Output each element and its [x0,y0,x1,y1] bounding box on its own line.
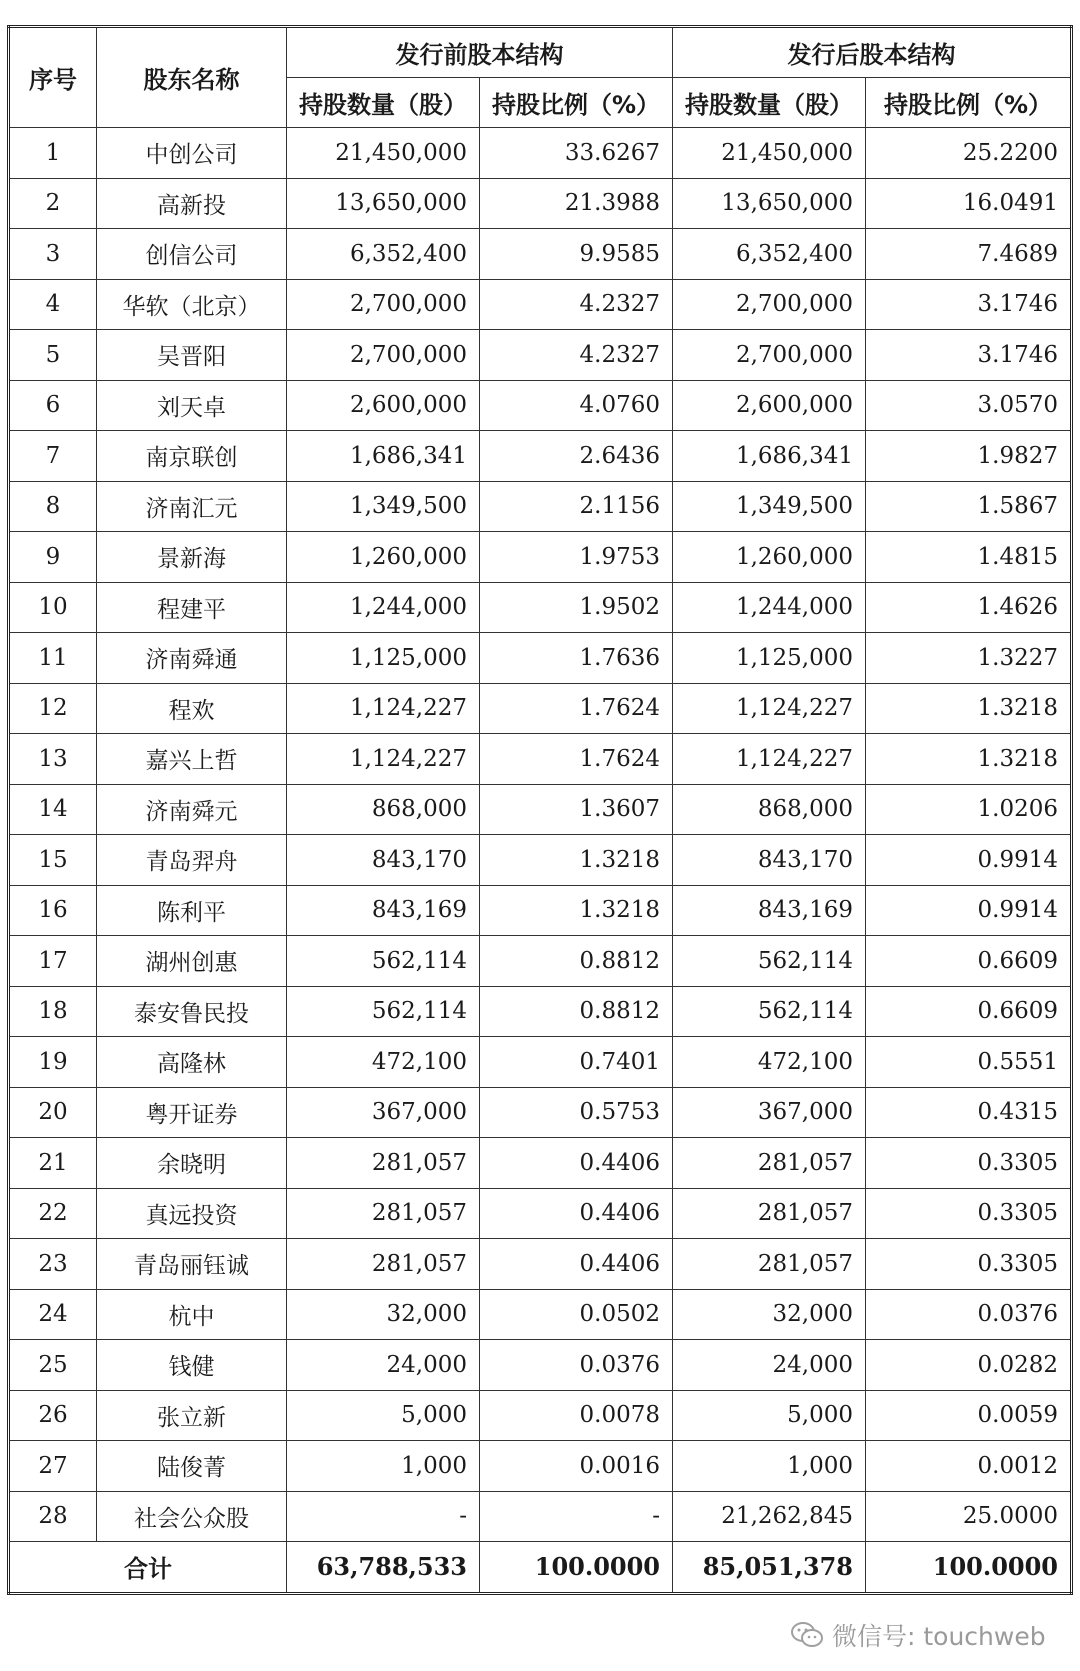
row-pre-ratio: 1.9502 [480,582,673,633]
row-post-shares: 6,352,400 [673,229,866,280]
row-shareholder-name: 泰安鲁民投 [97,986,287,1037]
row-pre-shares: 32,000 [287,1289,480,1340]
table-row [9,1491,1072,1542]
row-pre-shares: 281,057 [287,1188,480,1239]
row-post-ratio: 0.6609 [866,936,1072,987]
row-shareholder-name: 粤开证券 [97,1087,287,1138]
row-index: 21 [9,1138,97,1189]
row-post-ratio: 25.2200 [866,128,1072,179]
row-index: 11 [9,633,97,684]
table-row [9,431,1072,482]
row-pre-shares: 1,124,227 [287,734,480,785]
row-pre-ratio: - [480,1491,673,1542]
row-index: 24 [9,1289,97,1340]
row-pre-ratio: 9.9585 [480,229,673,280]
row-post-ratio: 3.1746 [866,279,1072,330]
table-row [9,1037,1072,1088]
row-post-shares: 1,000 [673,1441,866,1492]
row-index: 2 [9,178,97,229]
table-row [9,380,1072,431]
row-post-shares: 367,000 [673,1087,866,1138]
row-post-ratio: 1.4626 [866,582,1072,633]
row-pre-ratio: 1.7624 [480,734,673,785]
row-index: 7 [9,431,97,482]
row-pre-ratio: 0.0078 [480,1390,673,1441]
row-pre-shares: 2,700,000 [287,279,480,330]
table-row [9,279,1072,330]
row-pre-ratio: 4.0760 [480,380,673,431]
row-post-shares: 562,114 [673,986,866,1037]
row-post-ratio: 0.3305 [866,1188,1072,1239]
row-pre-shares: 472,100 [287,1037,480,1088]
header-post-shares: 持股数量（股） [673,78,866,128]
row-index: 17 [9,936,97,987]
row-pre-ratio: 4.2327 [480,330,673,381]
row-post-ratio: 1.5867 [866,481,1072,532]
row-post-shares: 5,000 [673,1390,866,1441]
row-pre-shares: 2,600,000 [287,380,480,431]
row-shareholder-name: 济南舜通 [97,633,287,684]
row-post-shares: 2,700,000 [673,330,866,381]
row-post-ratio: 0.5551 [866,1037,1072,1088]
row-index: 14 [9,784,97,835]
row-shareholder-name: 华软（北京） [97,279,287,330]
row-shareholder-name: 景新海 [97,532,287,583]
row-index: 26 [9,1390,97,1441]
total-pre-shares: 63,788,533 [287,1542,480,1594]
header-pre-issue-group: 发行前股本结构 [287,27,673,78]
total-post-ratio: 100.0000 [866,1542,1072,1594]
row-post-ratio: 0.9914 [866,835,1072,886]
table-row [9,1441,1072,1492]
row-pre-ratio: 0.7401 [480,1037,673,1088]
row-pre-ratio: 4.2327 [480,279,673,330]
row-post-shares: 1,349,500 [673,481,866,532]
row-pre-shares: 868,000 [287,784,480,835]
table-row [9,178,1072,229]
row-pre-shares: 1,686,341 [287,431,480,482]
row-pre-shares: - [287,1491,480,1542]
row-pre-shares: 1,349,500 [287,481,480,532]
table-row [9,229,1072,280]
row-index: 27 [9,1441,97,1492]
table-row [9,1289,1072,1340]
row-pre-ratio: 0.4406 [480,1138,673,1189]
row-shareholder-name: 南京联创 [97,431,287,482]
header-post-ratio: 持股比例（%） [866,78,1072,128]
row-shareholder-name: 社会公众股 [97,1491,287,1542]
total-row [9,1542,1072,1594]
row-pre-shares: 281,057 [287,1239,480,1290]
row-shareholder-name: 陈利平 [97,885,287,936]
row-post-shares: 472,100 [673,1037,866,1088]
row-post-ratio: 1.3218 [866,683,1072,734]
row-post-shares: 281,057 [673,1138,866,1189]
row-post-shares: 1,125,000 [673,633,866,684]
table-row [9,885,1072,936]
row-post-ratio: 0.3305 [866,1138,1072,1189]
row-shareholder-name: 青岛丽钰诚 [97,1239,287,1290]
row-shareholder-name: 余晓明 [97,1138,287,1189]
watermark [790,1617,1046,1653]
row-pre-ratio: 0.0016 [480,1441,673,1492]
row-post-shares: 843,170 [673,835,866,886]
table-row [9,1188,1072,1239]
header-pre-ratio: 持股比例（%） [480,78,673,128]
row-pre-shares: 843,169 [287,885,480,936]
row-shareholder-name: 钱健 [97,1340,287,1391]
table-row [9,582,1072,633]
row-pre-ratio: 1.9753 [480,532,673,583]
row-post-ratio: 1.3218 [866,734,1072,785]
table-row [9,1340,1072,1391]
row-index: 10 [9,582,97,633]
row-pre-shares: 562,114 [287,986,480,1037]
total-pre-ratio: 100.0000 [480,1542,673,1594]
row-post-ratio: 1.9827 [866,431,1072,482]
row-pre-shares: 13,650,000 [287,178,480,229]
row-post-ratio: 0.0282 [866,1340,1072,1391]
row-index: 13 [9,734,97,785]
row-pre-shares: 21,450,000 [287,128,480,179]
row-post-ratio: 0.3305 [866,1239,1072,1290]
header-shareholder-name: 股东名称 [97,27,287,128]
row-pre-shares: 1,124,227 [287,683,480,734]
row-pre-shares: 1,000 [287,1441,480,1492]
row-post-ratio: 7.4689 [866,229,1072,280]
table-row [9,1138,1072,1189]
row-shareholder-name: 张立新 [97,1390,287,1441]
table-row [9,734,1072,785]
row-post-ratio: 1.0206 [866,784,1072,835]
row-pre-shares: 843,170 [287,835,480,886]
row-index: 16 [9,885,97,936]
row-pre-ratio: 0.0376 [480,1340,673,1391]
row-index: 19 [9,1037,97,1088]
row-shareholder-name: 湖州创惠 [97,936,287,987]
row-shareholder-name: 刘天卓 [97,380,287,431]
row-post-shares: 32,000 [673,1289,866,1340]
row-pre-ratio: 33.6267 [480,128,673,179]
row-shareholder-name: 中创公司 [97,128,287,179]
row-post-ratio: 0.0012 [866,1441,1072,1492]
row-index: 23 [9,1239,97,1290]
row-index: 18 [9,986,97,1037]
table-row [9,330,1072,381]
row-index: 5 [9,330,97,381]
row-pre-ratio: 0.8812 [480,936,673,987]
row-post-shares: 1,244,000 [673,582,866,633]
row-shareholder-name: 创信公司 [97,229,287,280]
table-row [9,986,1072,1037]
row-post-ratio: 0.0376 [866,1289,1072,1340]
row-pre-shares: 2,700,000 [287,330,480,381]
row-pre-shares: 1,125,000 [287,633,480,684]
shareholding-table [7,25,1073,1595]
row-post-shares: 1,686,341 [673,431,866,482]
row-post-shares: 24,000 [673,1340,866,1391]
row-pre-ratio: 2.1156 [480,481,673,532]
row-pre-shares: 6,352,400 [287,229,480,280]
row-index: 3 [9,229,97,280]
row-pre-ratio: 1.7624 [480,683,673,734]
header-index: 序号 [9,27,97,128]
row-index: 6 [9,380,97,431]
table-row [9,532,1072,583]
table-row [9,835,1072,886]
row-post-shares: 843,169 [673,885,866,936]
row-post-ratio: 0.6609 [866,986,1072,1037]
row-post-shares: 281,057 [673,1188,866,1239]
row-shareholder-name: 高新投 [97,178,287,229]
row-shareholder-name: 济南汇元 [97,481,287,532]
table-row [9,936,1072,987]
table-row [9,1390,1072,1441]
table-row [9,784,1072,835]
row-post-shares: 1,124,227 [673,683,866,734]
total-label: 合计 [9,1542,287,1594]
row-post-shares: 281,057 [673,1239,866,1290]
row-post-shares: 562,114 [673,936,866,987]
row-pre-ratio: 0.0502 [480,1289,673,1340]
row-post-shares: 21,262,845 [673,1491,866,1542]
row-pre-shares: 5,000 [287,1390,480,1441]
watermark-text: 微信号: touchweb [832,1622,1046,1651]
row-shareholder-name: 高隆林 [97,1037,287,1088]
row-post-shares: 2,700,000 [673,279,866,330]
row-pre-shares: 1,244,000 [287,582,480,633]
row-shareholder-name: 青岛羿舟 [97,835,287,886]
row-index: 4 [9,279,97,330]
row-index: 20 [9,1087,97,1138]
row-index: 9 [9,532,97,583]
row-pre-shares: 281,057 [287,1138,480,1189]
row-shareholder-name: 程建平 [97,582,287,633]
row-post-shares: 21,450,000 [673,128,866,179]
row-pre-ratio: 0.4406 [480,1239,673,1290]
row-post-ratio: 0.0059 [866,1390,1072,1441]
row-pre-ratio: 0.4406 [480,1188,673,1239]
header-post-issue-group: 发行后股本结构 [673,27,1072,78]
table-row [9,1087,1072,1138]
row-post-ratio: 16.0491 [866,178,1072,229]
table-row [9,633,1072,684]
row-pre-ratio: 1.3218 [480,835,673,886]
row-post-shares: 1,260,000 [673,532,866,583]
table-row [9,683,1072,734]
row-shareholder-name: 杭中 [97,1289,287,1340]
row-shareholder-name: 济南舜元 [97,784,287,835]
row-pre-shares: 562,114 [287,936,480,987]
shareholding-table-container [7,25,1070,1595]
row-post-ratio: 3.0570 [866,380,1072,431]
row-post-ratio: 25.0000 [866,1491,1072,1542]
row-index: 12 [9,683,97,734]
row-shareholder-name: 陆俊菁 [97,1441,287,1492]
table-row [9,1239,1072,1290]
row-post-ratio: 3.1746 [866,330,1072,381]
row-shareholder-name: 嘉兴上哲 [97,734,287,785]
row-post-shares: 1,124,227 [673,734,866,785]
row-index: 25 [9,1340,97,1391]
row-pre-ratio: 1.3218 [480,885,673,936]
row-post-shares: 2,600,000 [673,380,866,431]
table-body [9,128,1072,1542]
total-post-shares: 85,051,378 [673,1542,866,1594]
row-post-shares: 868,000 [673,784,866,835]
row-index: 22 [9,1188,97,1239]
header-pre-shares: 持股数量（股） [287,78,480,128]
table-row [9,128,1072,179]
row-pre-ratio: 0.5753 [480,1087,673,1138]
row-pre-ratio: 21.3988 [480,178,673,229]
row-index: 15 [9,835,97,886]
row-shareholder-name: 真远投资 [97,1188,287,1239]
row-pre-shares: 1,260,000 [287,532,480,583]
row-post-ratio: 0.4315 [866,1087,1072,1138]
row-post-ratio: 1.3227 [866,633,1072,684]
row-shareholder-name: 吴晋阳 [97,330,287,381]
row-pre-ratio: 1.7636 [480,633,673,684]
row-pre-shares: 367,000 [287,1087,480,1138]
row-index: 1 [9,128,97,179]
row-shareholder-name: 程欢 [97,683,287,734]
row-post-ratio: 0.9914 [866,885,1072,936]
row-post-shares: 13,650,000 [673,178,866,229]
row-pre-ratio: 1.3607 [480,784,673,835]
row-pre-shares: 24,000 [287,1340,480,1391]
table-row [9,481,1072,532]
row-index: 8 [9,481,97,532]
row-pre-ratio: 2.6436 [480,431,673,482]
row-pre-ratio: 0.8812 [480,986,673,1037]
row-post-ratio: 1.4815 [866,532,1072,583]
row-index: 28 [9,1491,97,1542]
wechat-icon [790,1621,824,1649]
